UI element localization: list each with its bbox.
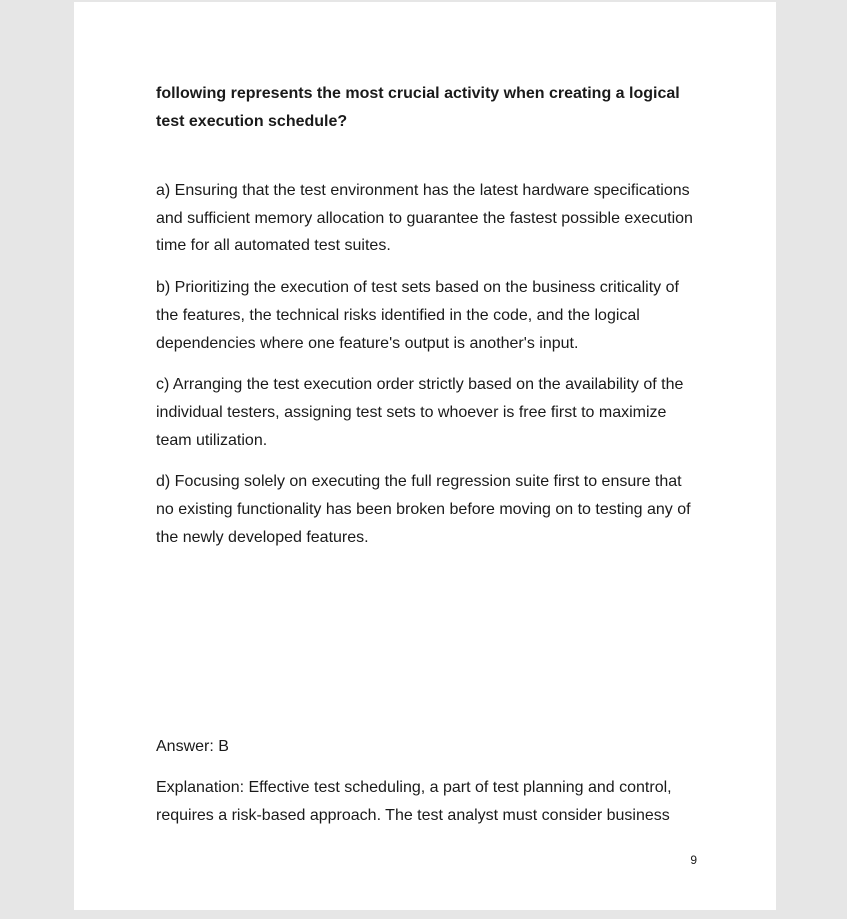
question-block <box>156 80 701 551</box>
option-c: c) Arranging the test execution order strictly based on the availability of the individual testers, assigning test sets to whoever is free first to maximize team utilization. <box>156 376 684 449</box>
explanation-text: Explanation: Effective test scheduling, a part of test planning and control, requires a risk-based approach. The test analyst must consider business <box>156 779 672 824</box>
answer-text: Answer: B <box>156 738 229 755</box>
option-d: d) Focusing solely on executing the full regression suite first to ensure that no existing functionality has been broken before moving on to testing any of the newly developed features. <box>156 473 691 546</box>
document-page <box>74 2 776 910</box>
question-text: following represents the most crucial activity when creating a logical test execution schedule? <box>156 85 680 130</box>
option-a: a) Ensuring that the test environment has the latest hardware specifications and sufficient memory allocation to guarantee the fastest possible execution time for all automated test suites. <box>156 182 693 255</box>
option-b: b) Prioritizing the execution of test sets based on the business criticality of the features, the technical risks identified in the code, and the logical dependencies where one feature's output is another's input. <box>156 279 679 352</box>
page-number: 9 <box>690 853 697 867</box>
